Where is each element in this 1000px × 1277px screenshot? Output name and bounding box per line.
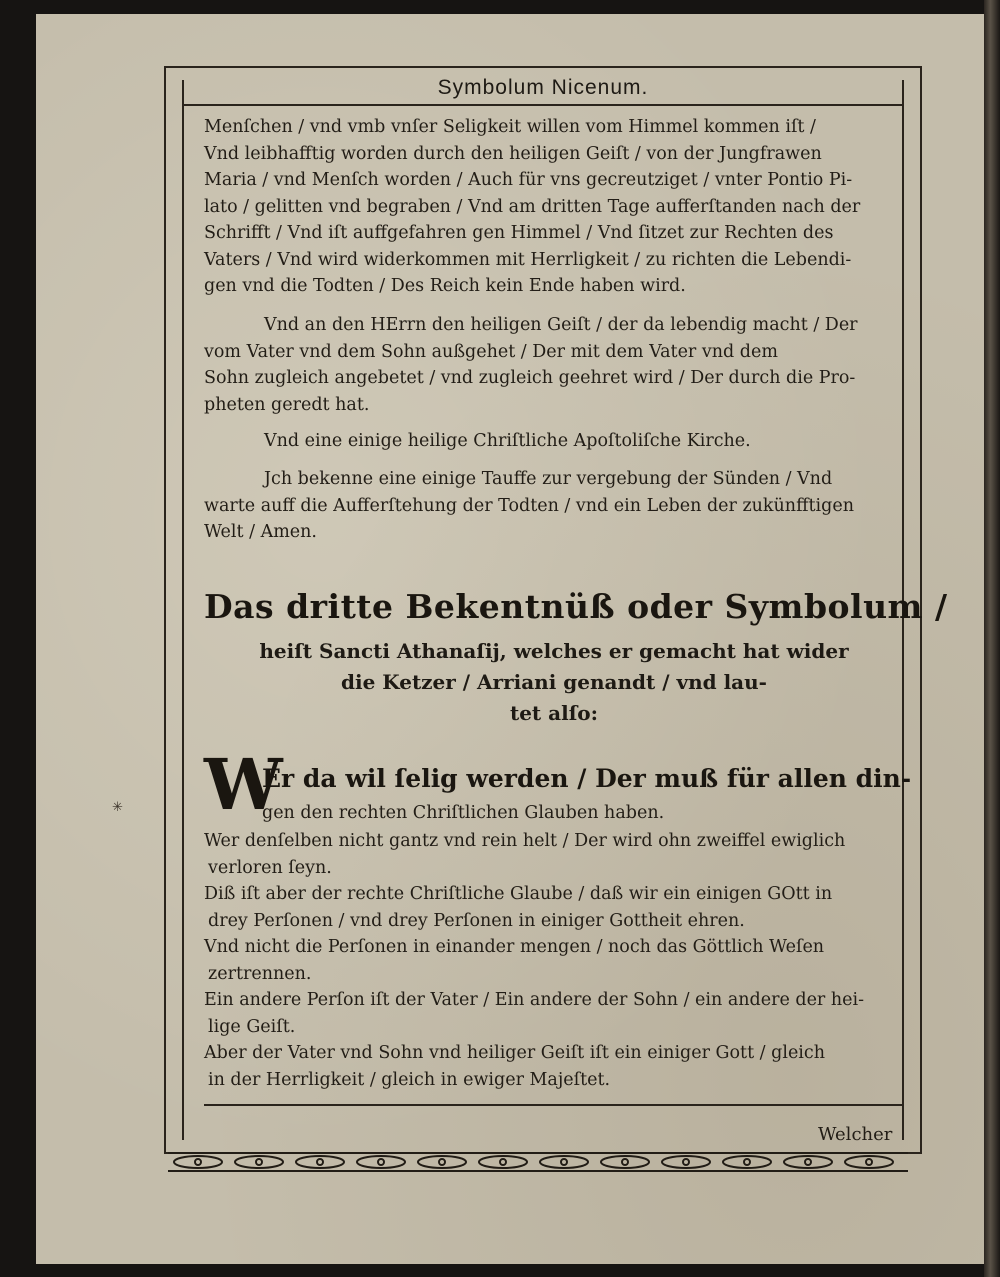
- ornament-loop: [784, 1156, 832, 1168]
- text-line: Welt / Amen.: [204, 522, 317, 542]
- verse-line: Aber der Vater vnd Sohn vnd heiliger Geiſt iſt ein einiger Gott / gleich: [204, 1043, 825, 1063]
- verse-line: Wer denſelben nicht gantz vnd rein helt / Der wird ohn zweiffel ewiglich: [204, 831, 846, 851]
- ornament-loop: [479, 1156, 527, 1168]
- nicene-paragraph-2: [204, 312, 904, 418]
- book-spine-edge: [984, 0, 1000, 1277]
- section-heading: Das dritte Bekentnüß oder Symbolum /: [204, 587, 948, 626]
- ornament-loop: [845, 1156, 893, 1168]
- margin-mark-icon: ✳: [112, 800, 123, 815]
- text-line: Vnd leibhafftig worden durch den heiligen Geiſt / von der Jungfrawen: [204, 143, 822, 164]
- section-subheading-line: heiſt Sancti Athanaſij, welches er gemacht hat wider: [259, 639, 849, 663]
- ornament-dot: [561, 1159, 567, 1165]
- lead-continuation: [262, 800, 904, 827]
- ornament-loop: [296, 1156, 344, 1168]
- verse-line: zertrennen.: [208, 963, 312, 984]
- athanasian-verses: [204, 828, 904, 1093]
- text-line: Menſchen / vnd vmb vnſer Seligkeit willen vom Himmel kommen iſt /: [204, 117, 816, 137]
- nicene-paragraph-4: [204, 466, 904, 546]
- section-subheading-line: die Ketzer / Arriani genandt / vnd lau-: [341, 670, 767, 694]
- text-line: Jch bekenne eine einige Tauffe zur vergebung der Sünden / Vnd: [264, 469, 833, 489]
- ornament-loop: [174, 1156, 222, 1168]
- verse-line: verloren ſeyn.: [208, 857, 332, 878]
- ornament-loop: [235, 1156, 283, 1168]
- verse-line: lige Geiſt.: [208, 1016, 296, 1037]
- nicene-paragraph-1: [204, 114, 904, 300]
- running-header: Symbolum Nicenum.: [437, 76, 649, 99]
- verse-line: Ein andere Perſon iſt der Vater / Ein andere der Sohn / ein andere der hei-: [204, 990, 864, 1010]
- text-line: Vnd eine einige heilige Chriſtliche Apoſtoliſche Kirche.: [264, 431, 751, 451]
- ornament-dot: [195, 1159, 201, 1165]
- text-line: vom Vater vnd dem Sohn außgehet / Der mit dem Vater vnd dem: [204, 341, 778, 362]
- ornament-dot: [500, 1159, 506, 1165]
- ornament-dot: [378, 1159, 384, 1165]
- nicene-paragraph-3: [204, 428, 904, 455]
- drop-cap-initial: W: [204, 743, 283, 826]
- verse-line: drey Perſonen / vnd drey Perſonen in einiger Gottheit ehren.: [208, 910, 745, 931]
- ornament-dot: [317, 1159, 323, 1165]
- ornament-loop: [601, 1156, 649, 1168]
- text-line: lato / gelitten vnd begraben / Vnd am dritten Tage aufferſtanden nach der: [204, 196, 861, 217]
- ornament-loop: [723, 1156, 771, 1168]
- text-line: Maria / vnd Menſch worden / Auch für vns gecreutziget / vnter Pontio Pi-: [204, 170, 853, 190]
- ornament-loop: [418, 1156, 466, 1168]
- text-line: gen den rechten Chriſtlichen Glauben haben.: [262, 803, 665, 823]
- text-line: Vnd an den HErrn den heiligen Geiſt / der da lebendig macht / Der: [264, 315, 858, 335]
- text-line: warte auff die Aufferſtehung der Todten / vnd ein Leben der zukünfftigen: [204, 495, 854, 516]
- text-line: pheten geredt hat.: [204, 394, 370, 415]
- ornament-dot: [622, 1159, 628, 1165]
- ornament-loop: [540, 1156, 588, 1168]
- text-line: Schrifft / Vnd iſt auffgefahren gen Himmel / Vnd ſitzet zur Rechten des: [204, 223, 834, 243]
- ornament-dot: [439, 1159, 445, 1165]
- verse-line: Vnd nicht die Perſonen in einander mengen / noch das Göttlich Weſen: [204, 937, 825, 957]
- ornament-dot: [805, 1159, 811, 1165]
- ornament-loop: [662, 1156, 710, 1168]
- ornament-dot: [683, 1159, 689, 1165]
- catchword: Welcher: [818, 1124, 893, 1145]
- ornament-loop: [357, 1156, 405, 1168]
- header-rule: [182, 104, 904, 106]
- section-subheading-line: tet alſo:: [509, 701, 599, 725]
- footer-rule: [204, 1104, 904, 1106]
- ornament-dot: [744, 1159, 750, 1165]
- ornament-dot: [866, 1159, 872, 1165]
- text-line: gen vnd die Todten / Des Reich kein Ende haben wird.: [204, 276, 686, 296]
- text-line: Sohn zugleich angebetet / vnd zugleich geehret wird / Der durch die Pro-: [204, 368, 856, 388]
- verse-line: in der Herrligkeit / gleich in ewiger Majeſtet.: [208, 1069, 611, 1090]
- ornamental-border-icon: [168, 1150, 908, 1174]
- ornament-dot: [256, 1159, 262, 1165]
- text-line: Vaters / Vnd wird widerkommen mit Herrligkeit / zu richten die Lebendi-: [204, 249, 852, 270]
- lead-line: Er da wil ſelig werden / Der muß für allen din-: [262, 764, 912, 793]
- verse-line: Diß iſt aber der rechte Chriſtliche Glaube / daß wir ein einigen GOtt in: [204, 884, 833, 904]
